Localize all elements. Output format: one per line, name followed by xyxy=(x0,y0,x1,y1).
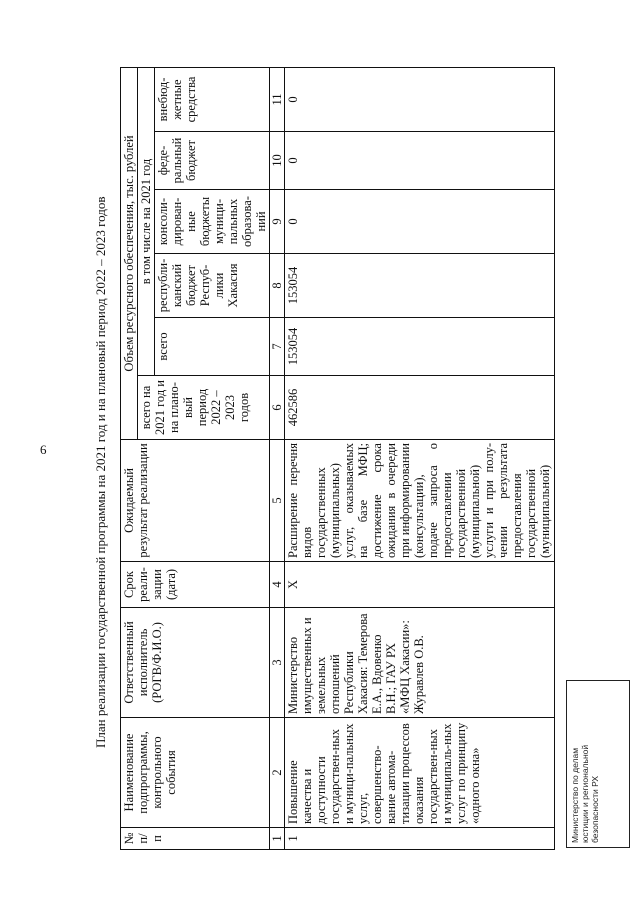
column-number: 3 xyxy=(270,608,285,718)
row-total-2021: 153054 xyxy=(285,318,555,376)
stamp-line: безопасности РХ xyxy=(590,775,600,843)
row-term: Х xyxy=(285,562,555,608)
header-in-2021-group: в том числе на 2021 год xyxy=(138,68,155,376)
row-number: 1 xyxy=(285,828,555,850)
row-consolidated-budgets: 0 xyxy=(285,190,555,254)
row-responsible: Министерство имущественных и земельных отношений Республики Хакасия: Темерова Е.А., Вдовенко В.Н.; ГАУ РХ «МФЦ Хакасии»: Журавлев О.В. xyxy=(285,608,555,718)
header-result: Ожидаемый результат реализации xyxy=(121,440,270,562)
header-federal-budget: феде-ральный бюджет xyxy=(155,132,270,190)
stamp-line: юстиции и региональной xyxy=(580,744,590,843)
header-total-period: всего на 2021 год и на плано-вый период 2022 – 2023 годов xyxy=(138,376,270,440)
table-row xyxy=(285,68,555,850)
header-funding-group: Объем ресурсного обеспечения, тыс. рублей xyxy=(121,68,138,440)
column-number: 4 xyxy=(270,562,285,608)
header-no: № п/п xyxy=(121,828,270,850)
stamp-line: Министерство по делам xyxy=(570,747,580,843)
column-number-row xyxy=(270,68,285,850)
row-republic-budget: 153054 xyxy=(285,254,555,318)
header-responsible: Ответственный исполнитель (РОГВ/Ф.И.О.) xyxy=(121,608,270,718)
row-offbudget-funds: 0 xyxy=(285,68,555,132)
column-number: 1 xyxy=(270,828,285,850)
header-consolidated-budgets: консоли-дирован-ные бюджеты муници-пальных образова-ний xyxy=(155,190,270,254)
column-number: 9 xyxy=(270,190,285,254)
header-term: Срок реали-зации (дата) xyxy=(121,562,270,608)
column-number: 7 xyxy=(270,318,285,376)
row-total-period: 462586 xyxy=(285,376,555,440)
program-plan-table xyxy=(120,67,555,850)
page-number: 6 xyxy=(40,442,47,457)
rotated-table-area xyxy=(120,60,640,850)
column-number: 8 xyxy=(270,254,285,318)
header-total-2021: всего xyxy=(155,318,270,376)
column-number: 5 xyxy=(270,440,285,562)
document-title: План реализации государственной программы на 2021 год и на плановый период 2022 – 2023 годов xyxy=(93,196,108,748)
column-number: 11 xyxy=(270,68,285,132)
header-offbudget-funds: внебюд-жетные средства xyxy=(155,68,270,132)
column-number: 10 xyxy=(270,132,285,190)
column-number: 2 xyxy=(270,718,285,828)
row-result: Расширение перечня видов государственных (муниципальных) услуг, оказываемых на базе МФЦ; достижение срока ожидания в очереди при информировании (консультации), подаче запроса о предоставлении государственной (муниципальной) услуги и при полу-чении результата предоставления государственной (муниципальной) xyxy=(285,440,555,562)
header-republic-budget: республи-канский бюджет Респуб-лики Хакасия xyxy=(155,254,270,318)
column-number: 6 xyxy=(270,376,285,440)
header-name: Наименование подпрограммы, контрольного события xyxy=(121,718,270,828)
row-name: Повышение качества и доступности государствен-ных и муници-пальных услуг, совершенство-вание автома-тизации процессов оказания государствен-ных и муниципаль-ных услуг по принципу «одного окна» xyxy=(285,718,555,828)
row-federal-budget: 0 xyxy=(285,132,555,190)
ministry-stamp xyxy=(566,680,630,848)
